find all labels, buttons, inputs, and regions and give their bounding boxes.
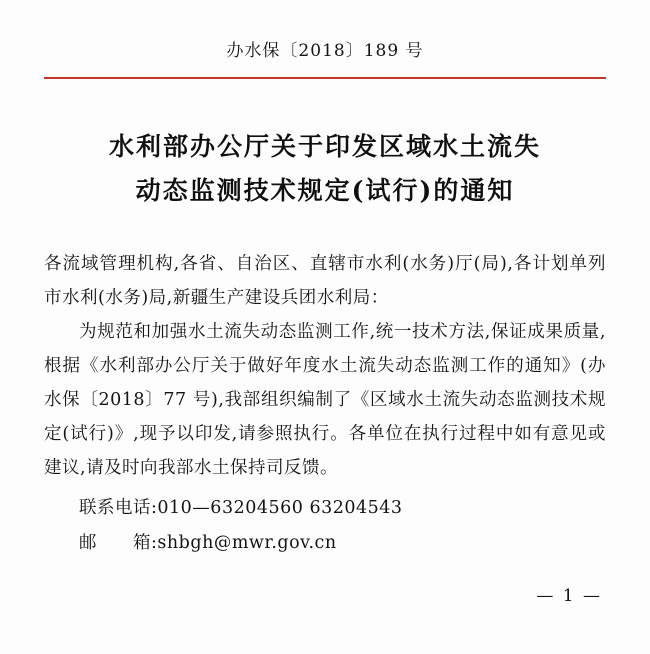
phone-line bbox=[44, 491, 606, 525]
email-label-second: 箱 bbox=[133, 532, 151, 553]
title-line-1: 水利部办公厅关于印发区域水土流失 bbox=[108, 132, 541, 161]
phone-value: 010—63204560 63204543 bbox=[157, 498, 403, 519]
email-separator: : bbox=[151, 532, 158, 553]
phone-label: 联系电话 bbox=[79, 498, 151, 519]
email-label: 邮 bbox=[79, 532, 97, 553]
document-body bbox=[44, 247, 606, 486]
title-line-2: 动态监测技术规定(试行)的通知 bbox=[135, 175, 515, 205]
phone-separator: : bbox=[151, 498, 158, 519]
page-number: — 1 — bbox=[536, 586, 602, 606]
salutation-paragraph: 各流域管理机构,各省、自治区、直辖市水利(水务)厅(局),各计划单列市水利(水务)局,新疆生产建设兵团水利局： bbox=[44, 253, 606, 308]
email-value: shbgh@mwr.gov.cn bbox=[157, 532, 337, 553]
main-paragraph: 为规范和加强水土流失动态监测工作,统一技术方法,保证成果质量,根据《水利部办公厅关于做好年度水土流失动态监测工作的通知》(办水保〔2018〕77 号),我部组织编制了《区域水土流失动态监测技术规定(试行)》,现予以印发,请参照执行。各单位在执行过程中如有意见或建议,请及时向我部水土保持司反馈。 bbox=[44, 321, 606, 479]
email-line bbox=[44, 526, 606, 560]
red-divider-rule bbox=[44, 77, 606, 79]
contact-block bbox=[44, 491, 606, 559]
document-number: 办水保〔2018〕189 号 bbox=[226, 41, 424, 61]
document-title bbox=[44, 125, 606, 213]
